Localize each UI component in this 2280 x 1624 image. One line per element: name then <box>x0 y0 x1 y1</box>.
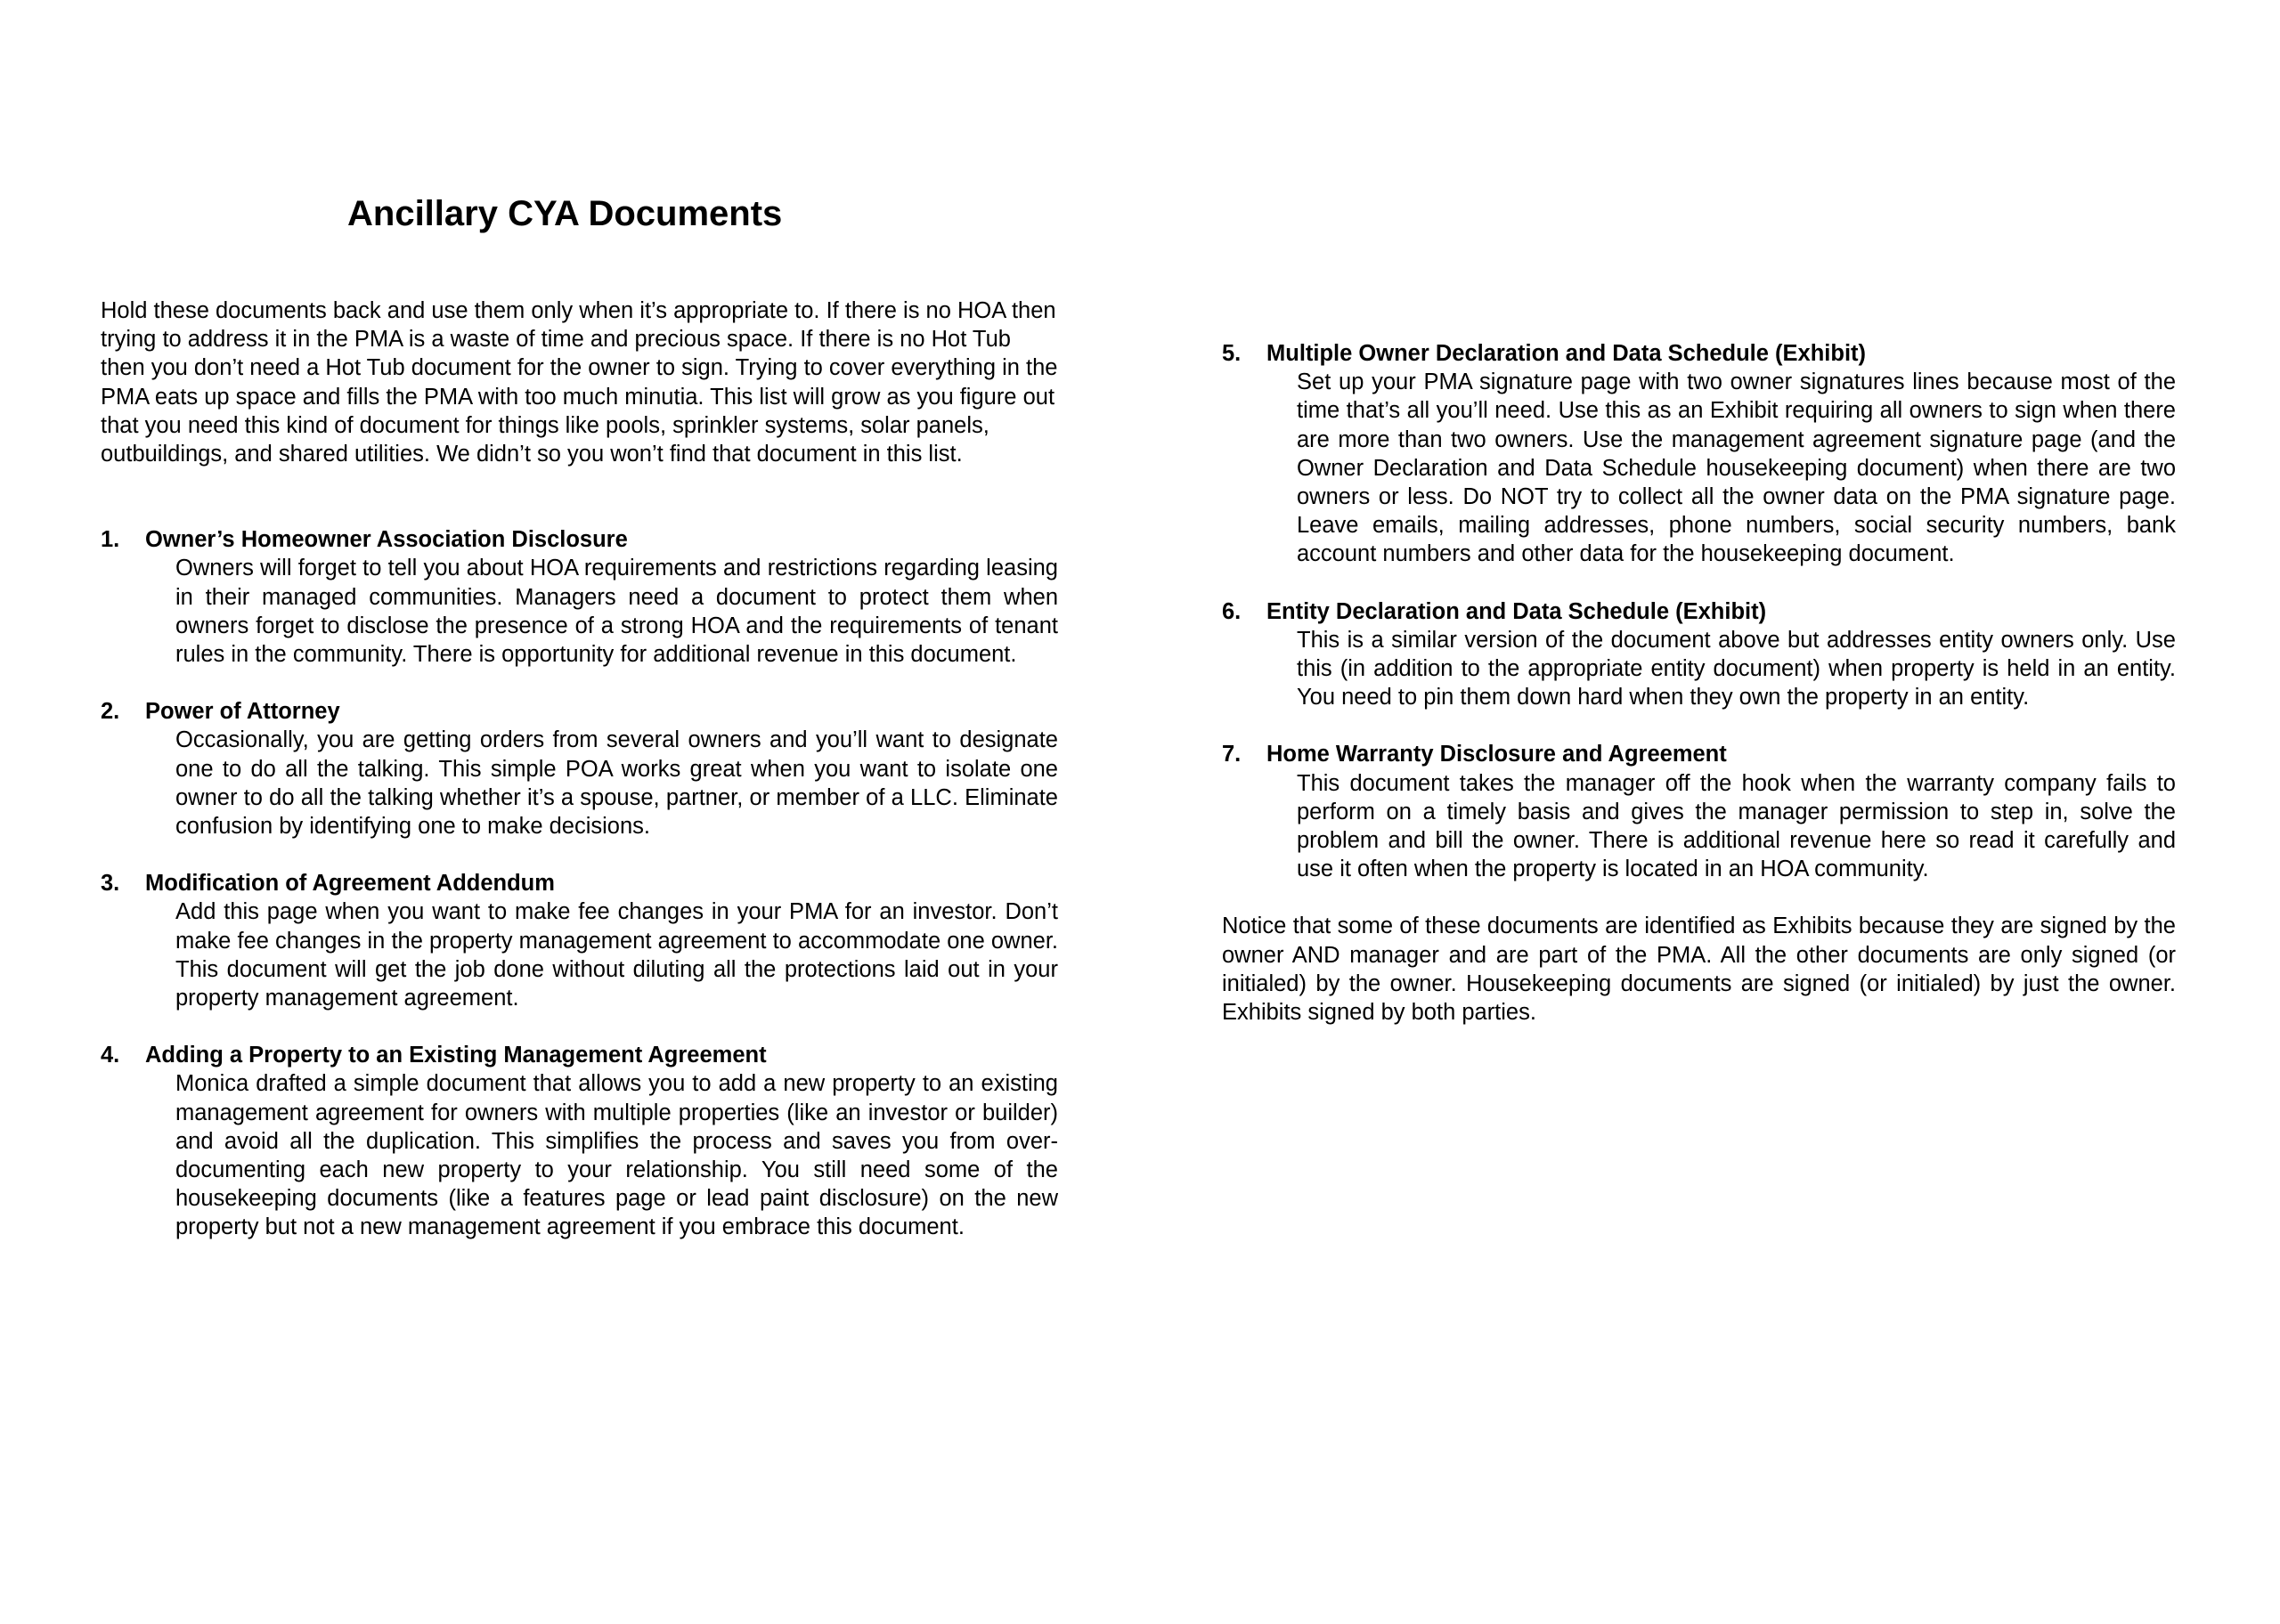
item-number: 3. <box>101 871 120 897</box>
item-title: Power of Attorney <box>145 699 340 725</box>
item-heading <box>1222 597 2176 626</box>
item-number: 5. <box>1222 341 1242 366</box>
item-heading <box>101 697 1058 726</box>
notice-paragraph: Notice that some of these documents are identified as Exhibits because they are signed by the owner AND manager and are part of the PMA. All the other documents are only signed (or initialed) by the owner. Housekeeping documents are signed (or initialed) by just the owner. Exhibits signed by both parties. <box>1222 914 2176 1026</box>
item-number: 6. <box>1222 598 1242 624</box>
item-body: Occasionally, you are getting orders from several owners and you’ll want to designate one to do all the talking. This simple POA works great when you want to isolate one owner to do all the talking whether it’s a spouse, partner, or member of a LLC. Eliminate confusion by identifying one to make decisions. <box>175 727 1058 840</box>
item-title: Modification of Agreement Addendum <box>145 871 555 897</box>
right-column <box>1222 339 2176 1027</box>
item-number: 1. <box>101 527 120 553</box>
item-title: Entity Declaration and Data Schedule (Exhibit) <box>1266 598 1767 624</box>
list-item-modification-addendum <box>101 869 1058 1012</box>
document-list-left <box>101 525 1058 1241</box>
item-title: Home Warranty Disclosure and Agreement <box>1266 742 1727 767</box>
item-number: 4. <box>101 1043 120 1068</box>
left-column <box>101 296 1058 1271</box>
page-title: Ancillary CYA Documents <box>347 194 783 233</box>
item-title: Owner’s Homeowner Association Disclosure <box>145 527 628 553</box>
item-body: This document takes the manager off the hook when the warranty company fails to perform on a timely basis and gives the manager permission to step in, solve the problem and bill the owner. There is additional revenue here so read it carefully and use it often when the property is located in an HOA community. <box>1297 770 2176 882</box>
item-body: Owners will forget to tell you about HOA requirements and restrictions regarding leasing in their managed communities. Managers need a document to protect them when owners forget to disclose the presence of a strong HOA and the requirements of tenant rules in the community. There is opportunity for additional revenue in this document. <box>175 556 1058 668</box>
item-number: 7. <box>1222 742 1242 767</box>
item-body: Set up your PMA signature page with two owner signatures lines because most of the time that’s all you’ll need. Use this as an Exhibit requiring all owners to sign when there are more than two owners. Use the management agreement signature page (and the Owner Declaration and Data Schedule housekeeping document) when there are two owners or less. Do NOT try to collect all the owner data on the PMA signature page. Leave emails, mailing addresses, phone numbers, social security numbers, bank account numbers and other data for the housekeeping document. <box>1297 369 2176 567</box>
list-item-power-of-attorney <box>101 697 1058 840</box>
list-item-home-warranty <box>1222 740 2176 883</box>
item-heading <box>101 1041 1058 1069</box>
item-body: Monica drafted a simple document that allows you to add a new property to an existing management agreement for owners with multiple properties (like an investor or builder) and avoid all the duplication. This simplifies the process and saves you from over-documenting each new property to your relationship. You still need some of the housekeeping documents (like a features page or lead paint disclosure) on the new property but not a new management agreement if you embrace this document. <box>175 1071 1058 1240</box>
item-title: Adding a Property to an Existing Management Agreement <box>145 1043 767 1068</box>
item-number: 2. <box>101 699 120 725</box>
item-heading <box>1222 740 2176 768</box>
item-body: This is a similar version of the document above but addresses entity owners only. Use this (in addition to the appropriate entity document) when property is held in an entity. You need to pin them down hard when they own the property in an entity. <box>1297 627 2176 710</box>
list-item-owner-hoa-disclosure <box>101 525 1058 669</box>
list-item-adding-property <box>101 1041 1058 1241</box>
intro-paragraph: Hold these documents back and use them only when it’s appropriate to. If there is no HOA then trying to address it in the PMA is a waste of time and precious space. If there is no Hot Tub then you don’t need a Hot Tub document for the owner to sign. Trying to cover everything in the PMA eats up space and fills the PMA with too much minutia. This list will grow as you figure out that you need this kind of document for things like pools, sprinkler systems, solar panels, outbuildings, and shared utilities. We didn’t so you won’t find that document in this list. <box>101 298 1058 467</box>
list-item-entity-declaration <box>1222 597 2176 712</box>
item-title: Multiple Owner Declaration and Data Schedule (Exhibit) <box>1266 341 1867 366</box>
item-heading <box>101 525 1058 554</box>
document-list-right <box>1222 339 2176 883</box>
list-item-multiple-owner-declaration <box>1222 339 2176 569</box>
item-body: Add this page when you want to make fee changes in your PMA for an investor. Don’t make fee changes in the property management agreement to accommodate one owner. This document will get the job done without diluting all the protections laid out in your property management agreement. <box>175 899 1058 1011</box>
item-heading <box>101 869 1058 897</box>
item-heading <box>1222 339 2176 368</box>
